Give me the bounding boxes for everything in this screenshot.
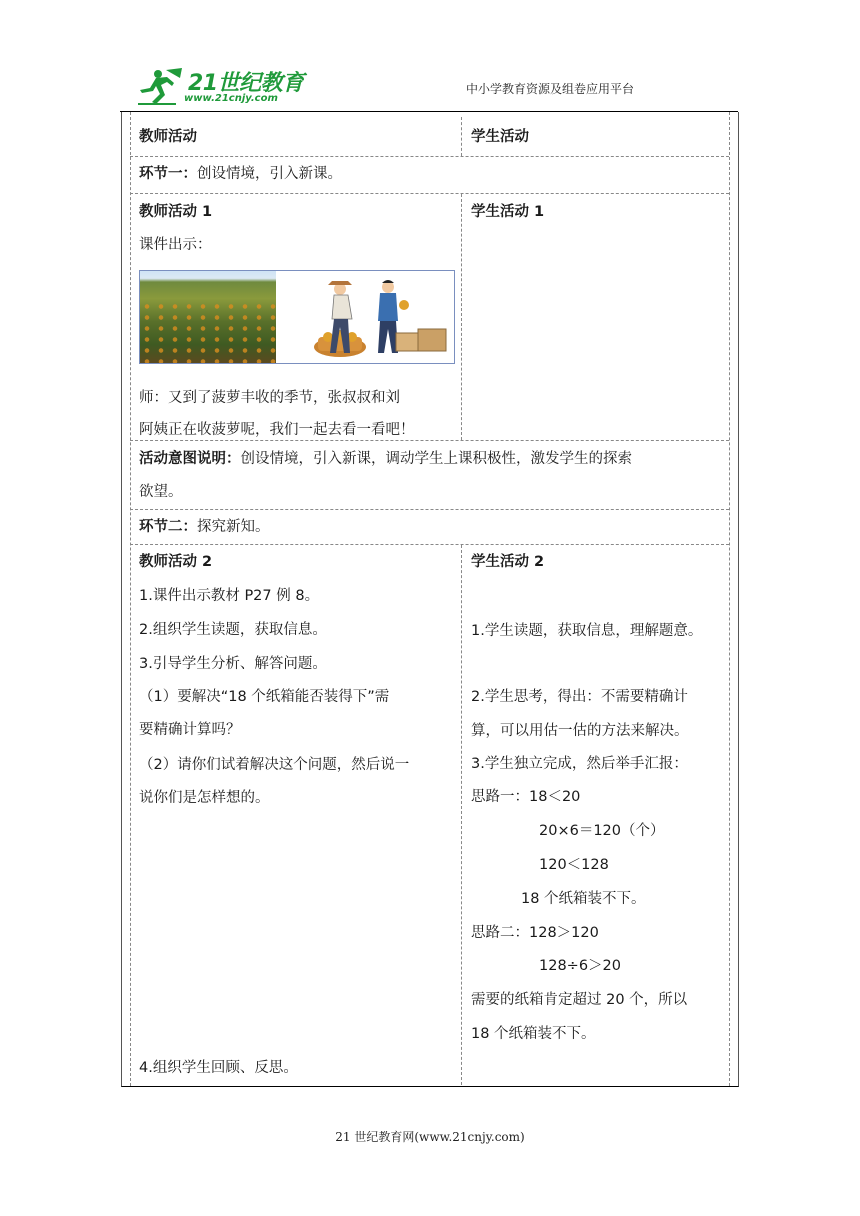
teacher-activity-2-line: （1）要解决“18 个纸箱能否装得下”需 — [139, 689, 390, 705]
teacher-activity-2-line: 说你们是怎样想的。 — [139, 790, 270, 806]
runner-logo-icon — [136, 66, 188, 106]
harvest-illustration — [300, 275, 450, 361]
header-cell-teacher — [130, 117, 460, 156]
student-activity-2-line: 20×6＝120（个） — [539, 823, 665, 839]
page-header — [0, 0, 860, 112]
courseware-image — [139, 270, 455, 364]
teacher-activity-2-cell — [130, 545, 460, 1085]
student-activity-2-line: 128÷6＞20 — [539, 958, 622, 974]
intent-text-1: 创设情境，引入新课，调动学生上课积极性，激发学生的探索 — [240, 451, 632, 467]
table-header-row — [130, 117, 729, 157]
pineapple-field-photo — [140, 271, 276, 363]
site-logo — [136, 66, 316, 108]
student-activity-2-line: 18 个纸箱装不下。 — [471, 1026, 596, 1042]
intent-cell — [130, 441, 729, 509]
teacher-activity-2-line: 1.课件出示教材 P27 例 8。 — [139, 588, 320, 604]
column-header-student: 学生活动 — [471, 129, 529, 145]
student-activity-2-line: 3.学生独立完成，然后举手汇报： — [471, 756, 688, 772]
teacher-activity-2-line: 3.引导学生分析、解答问题。 — [139, 656, 327, 672]
logo-wordmark: 21世纪教育 — [188, 71, 304, 96]
logo-url: www.21cnjy.com — [184, 93, 278, 104]
header-cell-student — [461, 117, 730, 156]
teacher-activity-1-cell — [130, 194, 460, 440]
section-2-heading — [139, 518, 270, 536]
student-activity-2-line: 需要的纸箱肯定超过 20 个，所以 — [471, 992, 688, 1008]
teacher-activity-2-last-line: 4.组织学生回顾、反思。 — [139, 1060, 298, 1076]
page-footer: 21 世纪教育网(www.21cnjy.com) — [335, 1130, 525, 1144]
section-2-text: 探究新知。 — [197, 519, 270, 535]
section-row-1 — [130, 157, 729, 194]
intent-line-1 — [139, 450, 632, 468]
teacher-activity-2-line: 2.组织学生读题，获取信息。 — [139, 622, 327, 638]
student-activity-2-line: 1.学生读题，获取信息，理解题意。 — [471, 623, 703, 639]
student-activity-2-line: 算，可以用估一估的方法来解决。 — [471, 723, 689, 739]
student-activity-2-line: 思路一：18＜20 — [471, 789, 581, 805]
intent-row — [130, 441, 729, 510]
section-2-label: 环节二： — [139, 519, 197, 535]
section-cell-2 — [130, 510, 729, 544]
teacher-activity-1-intro: 课件出示： — [139, 237, 212, 253]
section-1-text: 创设情境，引入新课。 — [197, 166, 342, 182]
student-activity-2-line: 18 个纸箱装不下。 — [521, 891, 646, 907]
activity-row-2 — [130, 545, 729, 1085]
student-activity-1-title: 学生活动 1 — [471, 204, 545, 220]
section-1-label: 环节一： — [139, 166, 197, 182]
student-activity-2-line: 2.学生思考，得出：不需要精确计 — [471, 689, 688, 705]
teacher-activity-2-line: 要精确计算吗？ — [139, 722, 241, 738]
teacher-activity-1-line-2: 阿姨正在收菠萝呢，我们一起去看一看吧！ — [139, 422, 415, 438]
student-activity-2-line: 120＜128 — [539, 857, 609, 873]
section-cell-1 — [130, 157, 729, 193]
student-activity-2-title: 学生活动 2 — [471, 554, 545, 570]
activity-row-1 — [130, 194, 729, 441]
intent-label: 活动意图说明： — [139, 451, 241, 467]
column-header-teacher: 教师活动 — [139, 129, 197, 145]
teacher-activity-1-title: 教师活动 1 — [139, 204, 213, 220]
intent-line-2: 欲望。 — [139, 484, 183, 500]
student-activity-1-cell — [461, 194, 730, 440]
student-activity-2-cell — [461, 545, 730, 1085]
teacher-activity-1-line-1: 师：又到了菠萝丰收的季节，张叔叔和刘 — [139, 390, 400, 406]
section-1-heading — [139, 165, 342, 183]
teacher-activity-2-line: （2）请你们试着解决这个问题，然后说一 — [139, 757, 410, 773]
section-row-2 — [130, 510, 729, 545]
teacher-activity-2-title: 教师活动 2 — [139, 554, 213, 570]
platform-title: 中小学教育资源及组卷应用平台 — [466, 82, 635, 96]
student-activity-2-line: 思路二：128＞120 — [471, 925, 599, 941]
